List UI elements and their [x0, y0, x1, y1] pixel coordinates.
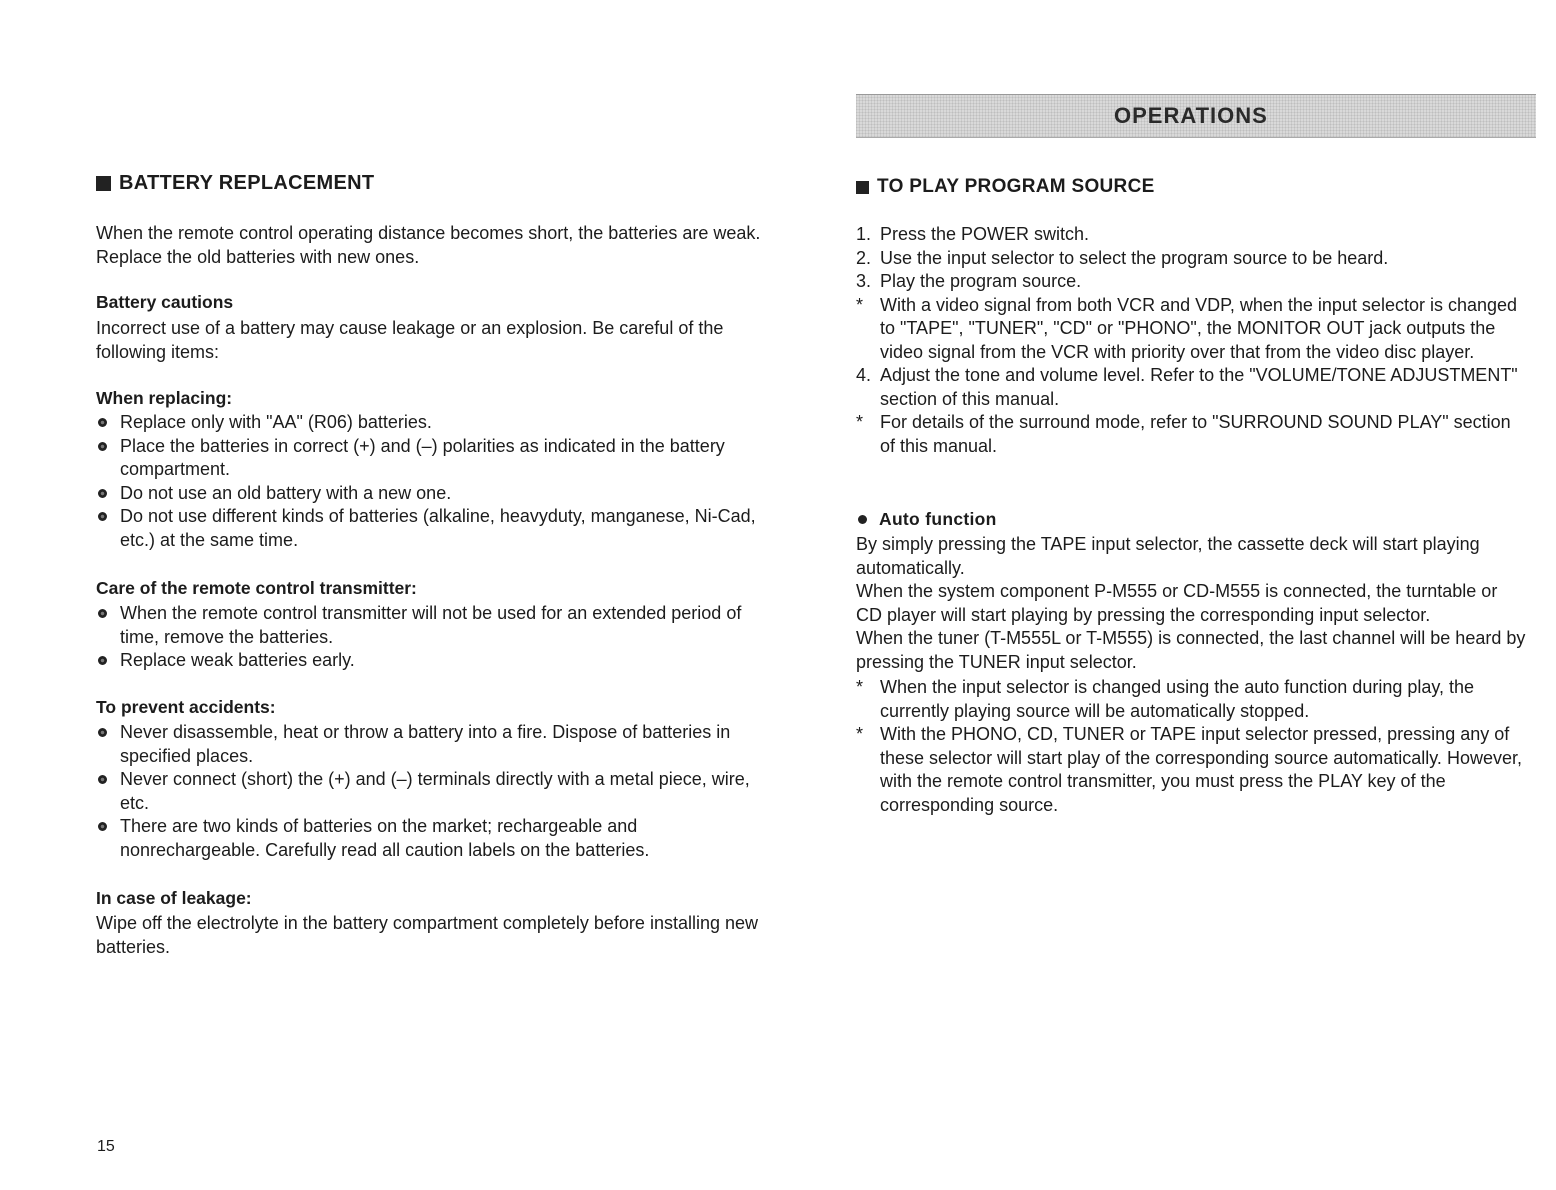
bullet-icon — [858, 515, 867, 524]
intro-paragraph: When the remote control operating distance becomes short, the batteries are weak. Replace the old batteries with new ones. — [96, 223, 761, 267]
leakage-text: Wipe off the electrolyte in the battery compartment completely before installing new batteries. — [96, 913, 759, 957]
battery-replacement-heading — [96, 172, 374, 195]
list-item: Do not use an old battery with a new one. — [96, 482, 781, 506]
bullet-icon — [98, 822, 107, 831]
prevent-accidents-list — [96, 721, 781, 862]
bullet-icon — [98, 442, 107, 451]
auto-paragraph: When the system component P-M555 or CD-M555 is connected, the turntable or CD player will start playing by pressing the corresponding input selector. — [856, 581, 1498, 625]
list-item: 2. Use the input selector to select the program source to be heard. — [856, 247, 1389, 268]
battery-replacement-title: BATTERY REPLACEMENT — [119, 172, 375, 194]
play-program-source-heading — [856, 176, 1155, 198]
list-item: * For details of the surround mode, refer to "SURROUND SOUND PLAY" section of this manual. — [856, 412, 1511, 456]
list-item: 4. Adjust the tone and volume level. Refer to the "VOLUME/TONE ADJUSTMENT" section of this manual. — [856, 365, 1518, 409]
list-item: Replace weak batteries early. — [96, 649, 781, 673]
when-replacing-list — [96, 411, 781, 552]
bullet-icon — [98, 609, 107, 618]
bullet-icon — [98, 775, 107, 784]
play-program-source-title: TO PLAY PROGRAM SOURCE — [877, 176, 1155, 197]
list-item: * With the PHONO, CD, TUNER or TAPE input selector pressed, pressing any of these selector will start play of the corresponding source automatically. However, with the remote control transmitter, you must press the PLAY key of the corresponding source. — [856, 724, 1522, 815]
list-item: Never connect (short) the (+) and (–) terminals directly with a metal piece, wire, etc. — [96, 768, 781, 815]
square-bullet-icon — [856, 181, 869, 194]
steps-list — [856, 223, 1528, 458]
care-list — [96, 602, 781, 673]
auto-function-heading: Auto function — [856, 509, 997, 530]
bullet-icon — [98, 656, 107, 665]
prevent-accidents-heading: To prevent accidents: — [96, 697, 276, 717]
auto-notes-list — [856, 676, 1528, 817]
bullet-icon — [98, 418, 107, 427]
auto-function-body — [856, 533, 1528, 674]
battery-cautions-text: Incorrect use of a battery may cause leakage or an explosion. Be careful of the following items: — [96, 318, 724, 362]
list-item: * When the input selector is changed using the auto function during play, the currently playing source will be automatically stopped. — [856, 677, 1475, 721]
list-item: * With a video signal from both VCR and VDP, when the input selector is changed to "TAPE", "TUNER", "CD" or "PHONO", the MONITOR OUT jack outputs the video signal from the VCR with priority over that from the video disc player. — [856, 294, 1518, 362]
list-item: Do not use different kinds of batteries (alkaline, heavyduty, manganese, Ni-Cad, etc.) at the same time. — [96, 505, 781, 552]
list-item: Replace only with "AA" (R06) batteries. — [96, 411, 781, 435]
bullet-icon — [98, 512, 107, 521]
square-bullet-icon — [96, 176, 111, 191]
bullet-icon — [98, 489, 107, 498]
list-item: 3. Play the program source. — [856, 271, 1082, 291]
bullet-icon — [98, 728, 107, 737]
list-item: 1. Press the POWER switch. — [856, 224, 1090, 244]
page-number: 15 — [97, 1138, 115, 1155]
section-banner-title: OPERATIONS — [1114, 103, 1268, 128]
list-item: Place the batteries in correct (+) and (–) polarities as indicated in the battery compartment. — [96, 435, 781, 482]
battery-cautions-heading: Battery cautions — [96, 292, 234, 312]
list-item: Never disassemble, heat or throw a battery into a fire. Dispose of batteries in specified places. — [96, 721, 781, 768]
when-replacing-heading: When replacing: — [96, 388, 233, 408]
care-heading: Care of the remote control transmitter: — [96, 578, 417, 598]
leakage-heading: In case of leakage: — [96, 888, 252, 908]
list-item: There are two kinds of batteries on the market; rechargeable and nonrechargeable. Carefully read all caution labels on the batteries. — [96, 815, 781, 862]
list-item: When the remote control transmitter will not be used for an extended period of time, remove the batteries. — [96, 602, 781, 649]
auto-paragraph: When the tuner (T-M555L or T-M555) is connected, the last channel will be heard by pressing the TUNER input selector. — [856, 628, 1526, 672]
auto-paragraph: By simply pressing the TAPE input selector, the cassette deck will start playing automatically. — [856, 534, 1480, 578]
